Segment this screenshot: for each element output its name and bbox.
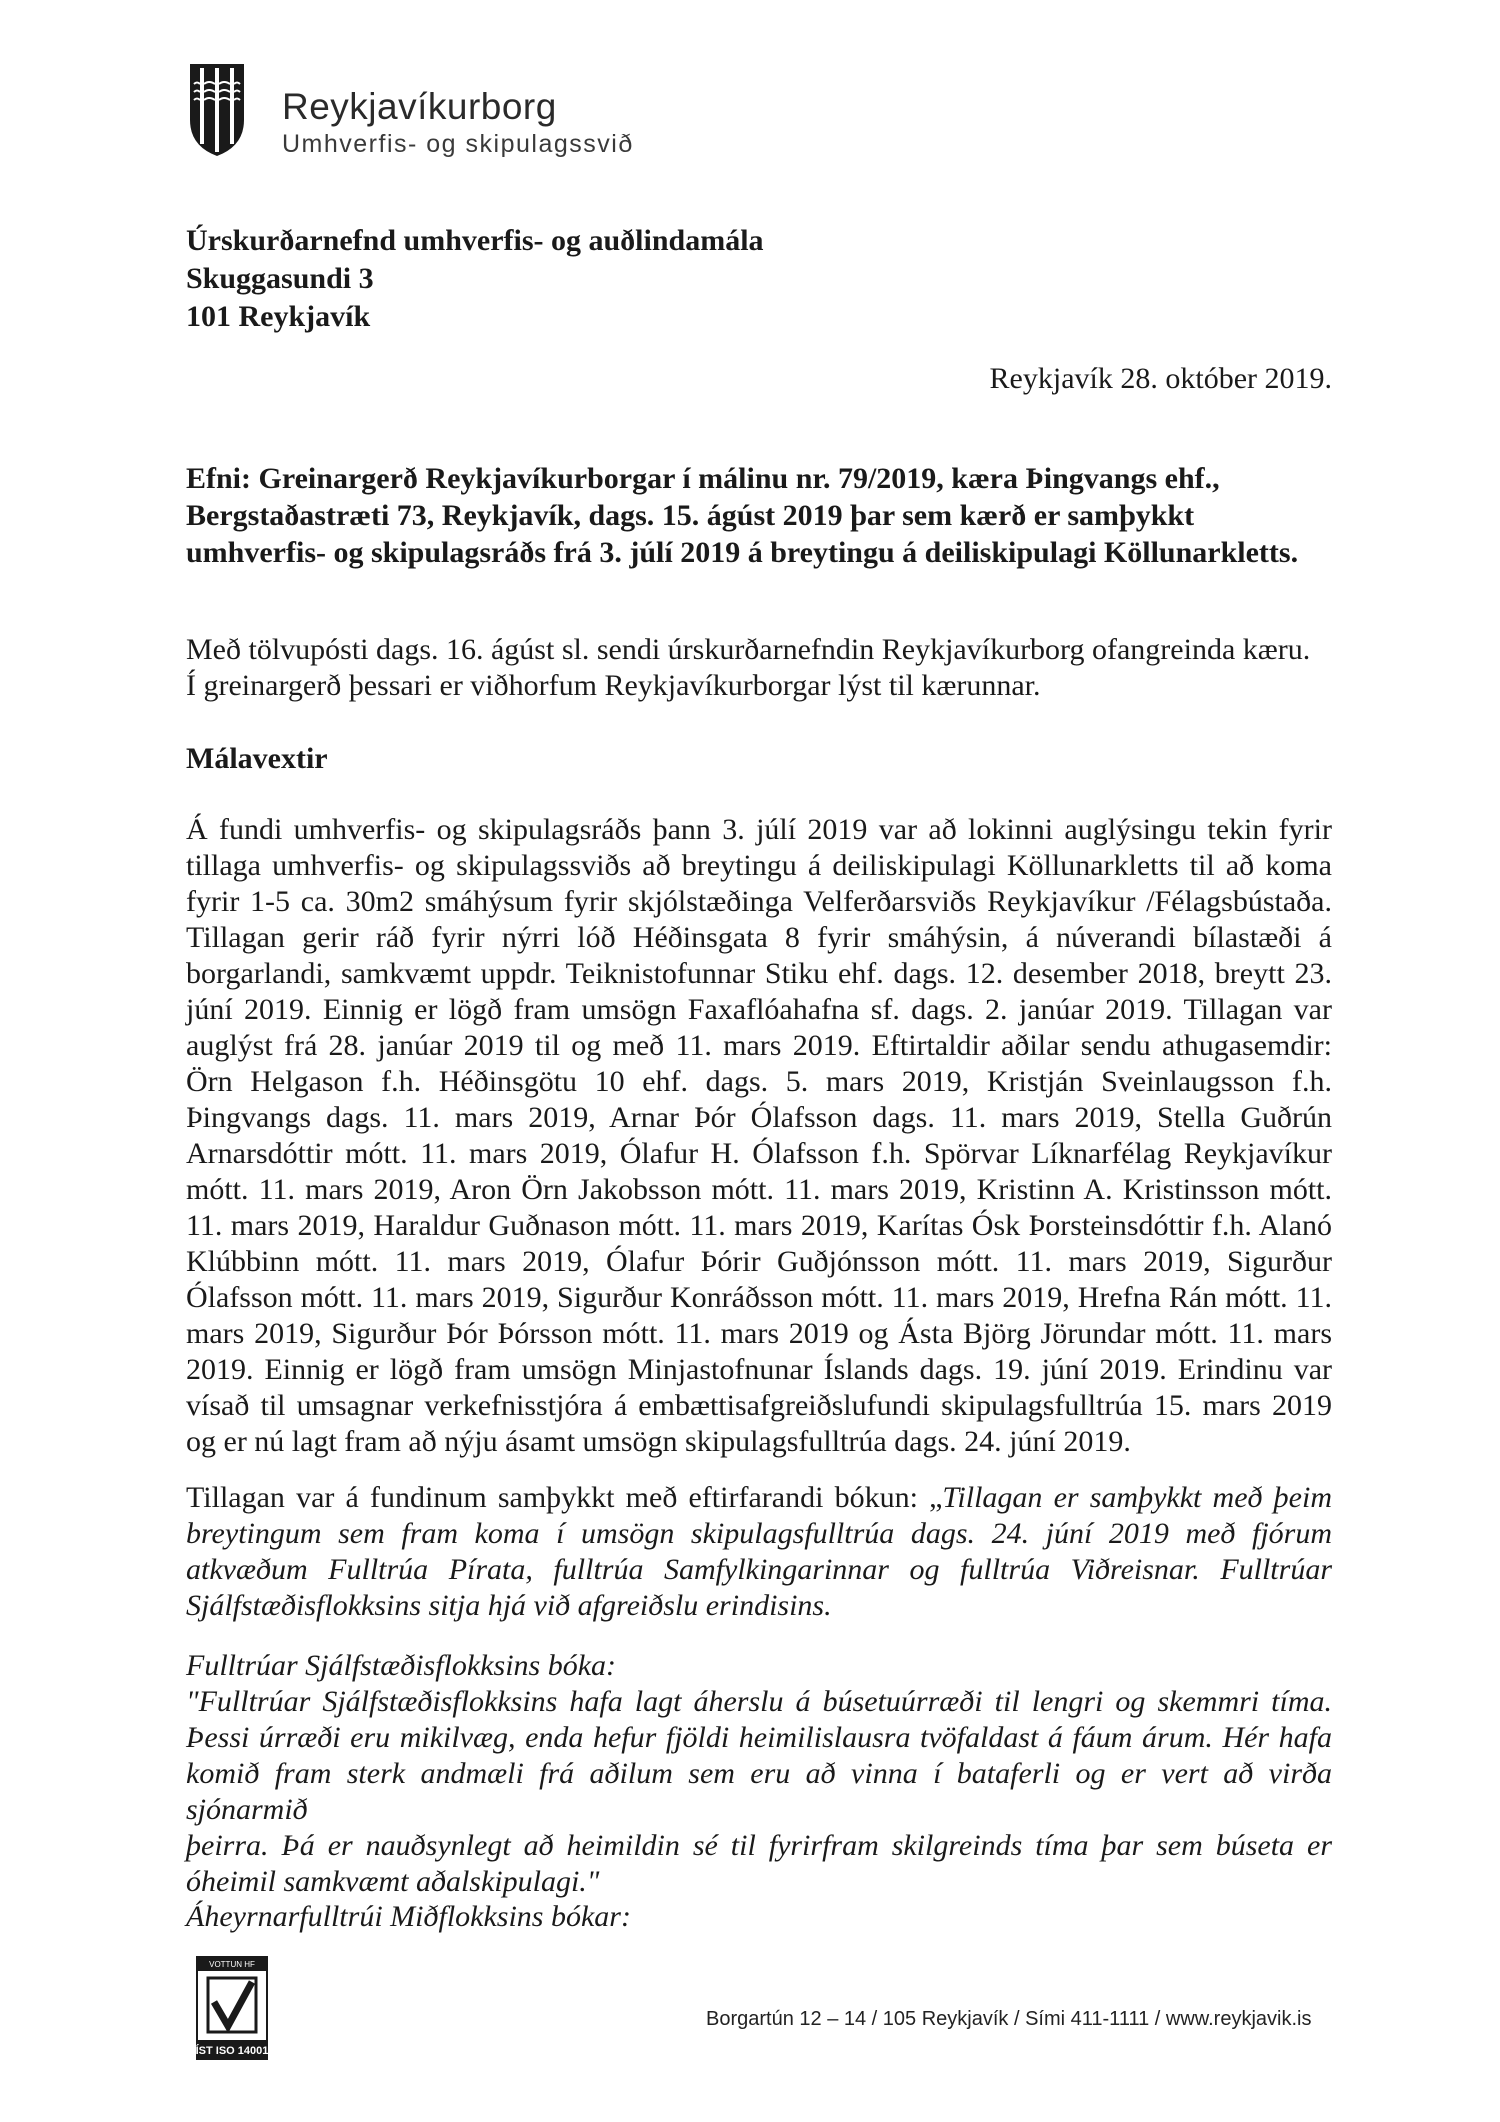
body-line: Klúbbinn mótt. 11. mars 2019, Ólafur Þórir Guðjónsson mótt. 11. mars 2019, Sigurður bbox=[186, 1245, 1332, 1278]
party-statement bbox=[186, 1648, 1332, 1900]
recipient-line: Skuggasundi 3 bbox=[186, 262, 374, 295]
approval-line: breytingum sem fram koma í umsögn skipulagsfulltrúa dags. 24. júní 2019 með fjórum bbox=[186, 1517, 1332, 1550]
body-line: 2019. Einnig er lögð fram umsögn Minjastofnunar Íslands dags. 19. júní 2019. Erindinu var bbox=[186, 1353, 1332, 1386]
footer-address: Borgartún 12 – 14 / 105 Reykjavík / Sími 411-1111 / www.reykjavik.is bbox=[706, 2008, 1312, 2030]
recipient-address bbox=[186, 222, 764, 336]
body-line: Tillagan gerir ráð fyrir nýrri lóð Héðinsgata 8 fyrir smáhýsin, á núverandi bílastæði á bbox=[186, 921, 1332, 954]
party-statement-line: "Fulltrúar Sjálfstæðisflokksins hafa lagt áherslu á búsetuúrræði til lengri og skemmri tíma. bbox=[186, 1685, 1332, 1718]
body-line: Á fundi umhverfis- og skipulagsráðs þann 3. júlí 2019 var að lokinni auglýsingu tekin fyrir bbox=[186, 813, 1332, 846]
party-statement-line: óheimil samkvæmt aðalskipulagi." bbox=[186, 1865, 600, 1898]
iso-badge-bottom-text: ÍST ISO 14001 bbox=[196, 2045, 268, 2057]
party-statement-line: komið fram sterk andmæli frá aðilum sem eru að vinna í bataferli og er vert að virða sjónarmið bbox=[186, 1757, 1332, 1826]
party-statement-line: Þessi úrræði eru mikilvæg, enda hefur fjöldi heimilislausra tvöfaldast á fáum árum. Hér hafa bbox=[186, 1721, 1332, 1754]
approval-lead: Tillagan var á fundinum samþykkt með eftirfarandi bókun: „ bbox=[186, 1481, 943, 1514]
body-line: júní 2019. Einnig er lögð fram umsögn Faxaflóahafna sf. dags. 2. janúar 2019. Tillagan var bbox=[186, 993, 1332, 1026]
org-name: Reykjavíkurborg bbox=[282, 86, 557, 127]
org-department: Umhverfis- og skipulagssvið bbox=[282, 130, 634, 158]
body-line: Þingvangs dags. 11. mars 2019, Arnar Þór Ólafsson dags. 11. mars 2019, Stella Guðrún bbox=[186, 1101, 1332, 1134]
subject-line: umhverfis- og skipulagsráðs frá 3. júlí 2019 á breytingu á deiliskipulagi Köllunarkletts. bbox=[186, 536, 1299, 569]
party-statement-title: Fulltrúar Sjálfstæðisflokksins bóka: bbox=[186, 1649, 617, 1682]
iso-badge-top-text: VOTTUN HF bbox=[209, 1960, 255, 1969]
body-line: auglýst frá 28. janúar 2019 til og með 11. mars 2019. Eftirtaldir aðilar sendu athugasemdir: bbox=[186, 1029, 1332, 1062]
recipient-line: 101 Reykjavík bbox=[186, 300, 371, 333]
body-line: borgarlandi, samkvæmt uppdr. Teiknistofunnar Stiku ehf. dags. 12. desember 2018, breytt 23. bbox=[186, 957, 1332, 990]
intro-line: Með tölvupósti dags. 16. ágúst sl. sendi úrskurðarnefndin Reykjavíkurborg ofangreinda kæru. bbox=[186, 633, 1311, 666]
body-line: Örn Helgason f.h. Héðinsgötu 10 ehf. dags. 5. mars 2019, Kristján Sveinlaugsson f.h. bbox=[186, 1065, 1332, 1098]
body-line: 11. mars 2019, Haraldur Guðnason mótt. 11. mars 2019, Karítas Ósk Þorsteinsdóttir f.h. Alanó bbox=[186, 1209, 1332, 1242]
recipient-line: Úrskurðarnefnd umhverfis- og auðlindamála bbox=[186, 224, 764, 257]
body-line: Arnarsdóttir mótt. 11. mars 2019, Ólafur H. Ólafsson f.h. Spörvar Líknarfélag Reykjavíkur bbox=[186, 1137, 1332, 1170]
section-heading: Málavextir bbox=[186, 742, 328, 775]
iso-certification-badge bbox=[196, 1956, 268, 2060]
approval-quote-start: Tillagan er samþykkt með þeim bbox=[942, 1481, 1332, 1514]
subject-line: Efni: Greinargerð Reykjavíkurborgar í málinu nr. 79/2019, kæra Þingvangs ehf., bbox=[186, 462, 1220, 495]
approval-line bbox=[186, 1480, 1332, 1516]
intro-paragraph bbox=[186, 632, 1310, 704]
second-party-title: Áheyrnarfulltrúi Miðflokksins bókar: bbox=[186, 1900, 631, 1933]
facts-paragraph bbox=[186, 812, 1332, 1460]
body-line: mótt. 11. mars 2019, Aron Örn Jakobsson mótt. 11. mars 2019, Kristinn A. Kristinsson mótt. bbox=[186, 1173, 1332, 1206]
party-statement-line: þeirra. Þá er nauðsynlegt að heimildin sé til fyrirfram skilgreinds tíma þar sem búseta er bbox=[186, 1829, 1332, 1862]
body-line: tillaga umhverfis- og skipulagssviðs að breytingu á deiliskipulagi Köllunarkletts til að koma bbox=[186, 849, 1332, 882]
body-line: vísað til umsagnar verkefnisstjóra á embættisafgreiðslufundi skipulagsfulltrúa 15. mars 2019 bbox=[186, 1389, 1332, 1422]
letter-date: Reykjavík 28. október 2019. bbox=[989, 362, 1332, 395]
body-line: fyrir 1-5 ca. 30m2 smáhýsum fyrir skjólstæðinga Velferðarsviðs Reykjavíkur /Félagsbústaða. bbox=[186, 885, 1332, 918]
subject-block bbox=[186, 460, 1346, 571]
approval-line: Sjálfstæðisflokksins sitja hjá við afgreiðslu erindisins. bbox=[186, 1589, 832, 1622]
body-line: mars 2019, Sigurður Þór Þórsson mótt. 11. mars 2019 og Ásta Björg Jörundar mótt. 11. mars bbox=[186, 1317, 1332, 1350]
reykjavik-crest-logo bbox=[186, 62, 248, 158]
body-line: og er nú lagt fram að nýju ásamt umsögn skipulagsfulltrúa dags. 24. júní 2019. bbox=[186, 1425, 1131, 1458]
body-line: Ólafsson mótt. 11. mars 2019, Sigurður Konráðsson mótt. 11. mars 2019, Hrefna Rán mótt. 11. bbox=[186, 1281, 1332, 1314]
subject-line: Bergstaðastræti 73, Reykjavík, dags. 15. ágúst 2019 þar sem kærð er samþykkt bbox=[186, 499, 1195, 532]
approval-paragraph bbox=[186, 1480, 1332, 1624]
approval-line: atkvæðum Fulltrúa Pírata, fulltrúa Samfylkingarinnar og fulltrúa Viðreisnar. Fulltrúar bbox=[186, 1553, 1332, 1586]
intro-line: Í greinargerð þessari er viðhorfum Reykjavíkurborgar lýst til kærunnar. bbox=[186, 669, 1041, 702]
